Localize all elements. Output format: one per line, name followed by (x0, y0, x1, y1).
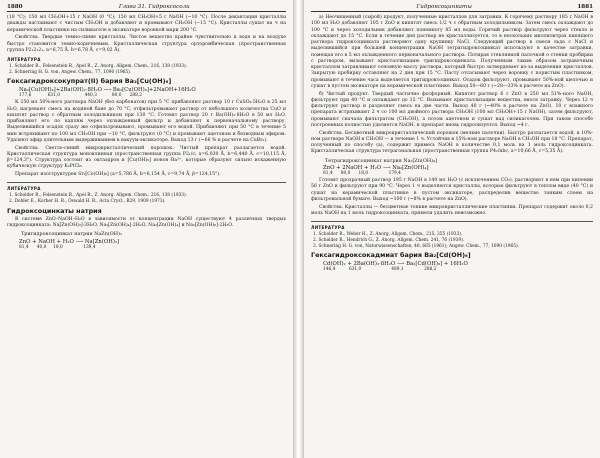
section-divider-right (311, 221, 593, 222)
left-page-number: 1880 (7, 4, 23, 10)
literature-heading-2: ЛИТЕРАТУРА (7, 186, 41, 192)
preparation-paragraph-2: Готовят прозрачный раствор 195 г NaOH в 140 мл H₂O (с исключением CO₂), растворяют в нем при кипении 56 г ZnO и фильтруют при 90 °C. Через 1 ч выделяются кристаллы, которые фильтруют в теплом виде (40 °C) и сушат на керамической пластинке в пустом эксикаторе, распределив вещество тонким слоем на фильтровальной бумаге. Выход ~100 г (~8% в расчете на ZnO). (311, 178, 593, 202)
compound-title-1: Гексагидроксокупрат(II) бария Ba₂[Cu(OH)₆] (7, 77, 172, 86)
section-divider (7, 182, 286, 183)
reference-item: 1. Scholder R., Felsenstein R., Apel R., Z. Anorg. Allgem. Chem., 216, 138 (1933). (9, 192, 188, 198)
properties-paragraph-1: Свойства. Твердые темно-синие кристаллы. Чистое вещество крайне чувствительно к воде и на воздухе быстро становится темно-коричневым. Кристаллическая структура орторомбическая (пространственная группа P2₁2₁2₁, a=6,75 Å, b=6,78 Å, c=9,02 Å). (7, 35, 286, 53)
section-title-zincates: Гидроксоцинкаты натрия (7, 206, 102, 215)
molar-masses-3: 81,4 80,0 18,0 179,4 (323, 171, 401, 176)
right-page (303, 0, 600, 458)
method-a-paragraph: а) Неочищенный (сырой) продукт, полученные кристаллов для затравки. К горячему раствору 185 г NaOH в 100 мл H₂O добавляют 105 г ZnO и кипятят смесь 1/2 ч с обратным холодильником. Затем смесь охлаждают до 100 °C и через холодильник добавляют понемногу 85 мл воды. Горячий раствор фильтруют через стекло и охлаждают до 15 °C. Если в течение дня раствор не кристаллизуется, то в нескольких миллилитрах кипящего раствора гидроксоцинката растворяют одну крупинку NaCl. Следующий раствор в смеси льда с NaCl и выделившийся при большей концентрации NaOH тетрагидроксоцинкат используют в качестве затравки, помещая его в 5 мл охлажденного первоначального раствора. Потирая стеклянной палочкой о стенки пробирки с раствором, вызывают кристаллизацию тригидроксоцинката. Полученным таким образом затравочным кристаллом затравливают основную массу раствора, который быстро затвердевает из-за выделения кристаллов. Закрытую пробирку оставляют на 2 дня при 15 °C. Пасту отсасывают через воронку с пористым пластинком, промывают в течение часа выделяется тригидроксоцинкат. Осадок фильтруют, промывают 50%-ной щелочью и сушат в пустом эксикаторе на керамической пластинке. Выход 50—60 г (~28—33% в расчете на ZnO). (311, 15, 593, 89)
right-running-title: Гидроксоцинкаты (416, 4, 472, 10)
book-gutter (294, 0, 303, 458)
properties-paragraph-4: Свойства. Кристаллы — бесцветные тонкие микрокристаллические пластинки. Препарат содержит около 0,2 моль NaOH на 1 моль гидроксоцинката, примеси удалить невозможно. (311, 204, 593, 216)
left-running-head (7, 4, 286, 12)
molar-masses-1: 177,6 631,0 440,3 80,0 288,2 (19, 93, 142, 99)
literature-heading-3: ЛИТЕРАТУРА (311, 225, 345, 230)
isostructural-note: Препарат изоструктурен Sr₂[Co(OH)₆] (a=5,786 Å, b=6,154 Å, c=9,74 Å, β=124,15°). (15, 172, 221, 178)
reference-item: 2. Schnering H. G. von, Angew. Chem., 77, 1090 (1965). (9, 69, 132, 75)
equation-1: Na₂[Cu(OH)₄]+2Ba(OH)₂·8H₂O ⟶ Ba₂[Cu(OH)₆]+2NaOH+16H₂O (19, 87, 196, 94)
reference-item: 2. Scholder R., Hendrich G., Z. Anorg. Allgem. Chem. 241, 76 (1939). (313, 237, 465, 243)
reference-item: 2. Dohler E., Korber H. R., Oswald H. R., Acta Cryst., B29, 1909 (1973). (9, 198, 166, 204)
equation-3: ZnO + 2NaOH + H₂O ⟶ Na₂[Zn(OH)₄] (323, 165, 429, 171)
reference-item: 3. Schnering H. G. von, Naturwissenschaften, 48, 665 (1961); Angew. Chem., 77, 1090 (1965). (313, 243, 520, 249)
molar-masses-2: 81,4 40,0 18,0 139,4 (19, 244, 96, 250)
right-running-head (311, 4, 593, 12)
reference-item: 1. Scholder R., Felsenstein R., Apel R., Z. Anorg. Allgem. Chem., 216, 138 (1933). (9, 63, 188, 69)
intro-paragraph: (18 °C); 150 мл CH₃OH+15 г NaOH (0 °C); 150 мл CH₃OH+5 г NaOH (−10 °C). После декантации кристаллы дважды настаивают с чистым CH₃OH и добавляют и промывают CH₃OH (−15 °C). Кристаллы сушат на ч на керамической пластинке на силикагеле в эксикаторе воронкой мари 200 °C. (7, 15, 286, 33)
molar-masses-4: 146,4 631,0 489,1 288,2 (323, 267, 437, 273)
subtitle-tetrahydroxozincate: Тетрагидроксоцинкат натрия Na₂[Zn(OH)₄] (325, 157, 437, 164)
preparation-paragraph-1: К 250 мл 50%-ного раствора NaOH (без карбонатов) при 5 °C прибавляют раствор 10 г CuSO₄·5H₂O в 25 мл H₂O, нагревают смесь на водяной бане до 70 °C, отфильтровывают раствор от небольшого количества CuO и кипятят раствор с обратным холодильником при 130 °C. Готовят раствор 20 г Ba(OH)₂·8H₂O в 50 мл H₂O, прибавляют его по каплям через охлажденный фильтр и добавляют к первоначальному раствору. Выделившийся осадок сразу же отфильтровывают, промывают его водой. Прибавляют при 50 °C в течение 5 мин встряхивают по 100 мл CH₃OH при −10 °C, фильтруют (0 °C) и промывают ацетоном и безводным эфиром. Удаляют эфир длительным выдерживанием в вакуум-эксикаторе. Выход 13 г (~66 % в расчете на CuBr₂). (7, 100, 286, 143)
properties-paragraph-3: Свойства. Бесцветный микрокристаллический порошок (мелкие палочки). Быстро разлагается водой, в 10%-ном растворе NaOH в CH₃OH — в течение 1 ч. Устойчив в 15%-ном растворе NaOH в CH₃OH при 18 °C. Препарат, полученный по способу (а), содержит примесь NaOH в количестве 0,1 моль на 1 моль гидроксоцинката. Кристаллическая структура тетрагональная (пространственная группа P4₂/nbc, a=10,66 Å, c=5,35 Å). (311, 130, 593, 155)
equation-4: Cd(OH)₂ + 2Ba(OH)₂·8H₂O ⟶ Ba₂[Cd(OH)₆] + 16H₂O (323, 261, 468, 268)
reference-item: 1. Scholder R., Weber H., Z. Anorg. Allgem. Chem., 215, 355 (1933). (313, 231, 463, 237)
compound-title-2: Гексагидроксокадмиат бария Ba₂[Cd(OH)₆] (311, 251, 471, 260)
literature-heading-1: ЛИТЕРАТУРА (7, 57, 41, 62)
right-page-number: 1881 (577, 4, 593, 10)
subtitle-trihydroxozincate: Тригидроксоцинкат натрия NaZn(OH)₃ (21, 231, 122, 238)
properties-paragraph-2: Свойства. Светло-синий микрокристаллический порошок. Чистый препарат разлагается водой. Кристаллическая структура моноклинная (пространственная группа P2₁/c; a=6,030 Å, b=6,440 Å, c=10,115 Å, β=124,3°). Структура состоит из октаэдров и [Cu(OH)₆] ионов Ba²⁺, которые образуют сильно искаженную кубическую структуру K₂PtCl₆. (7, 145, 286, 170)
left-running-title: Глава 31. Гидроксосоли (118, 4, 190, 10)
equation-2: ZnO + NaOH + H₂O ⟶ Na[Zn(OH)₃] (19, 238, 120, 245)
section-intro: В системе ZnO–NaOH–H₂O в зависимости от концентрации NaOH существуют 4 различных твердых гидроксоцинката: Na[Zn(OH)₃]·3H₂O, Na₂[Zn(OH)₄]·2H₂O, Na₂[Zn(OH)₄] и Na₂[Zn(OH)₆]·2H₂O. (7, 216, 286, 228)
method-b-paragraph: б) Чистый продукт. Твердый частично фосфорный. Кипятят раствор 6 г ZnO в 250 мл 51%-ного NaOH, фильтруют при 40 °C и охлаждают до 15 °C. Вызывают кристаллизацию вещества, внося затравку. Через 12 ч фильтруют раствор и разделяют смесь на две части. Выход 40 г (~40% в расчете на ZnO). 10 г влажного препарата встряхивают 2 ч со 100 мл двойного раствора CH₃OH (100 мл CH₃OH+15 г NaOH), затем фильтруют, промывают сначала фильтратом (CH₃OH), а потом ацетоном и сушат над силикагелем. При таком способе построенных полностью удаляется NaOH, и препарат вновь гидролизуется. Выход ~4 г. (311, 91, 593, 128)
left-page (0, 0, 294, 458)
